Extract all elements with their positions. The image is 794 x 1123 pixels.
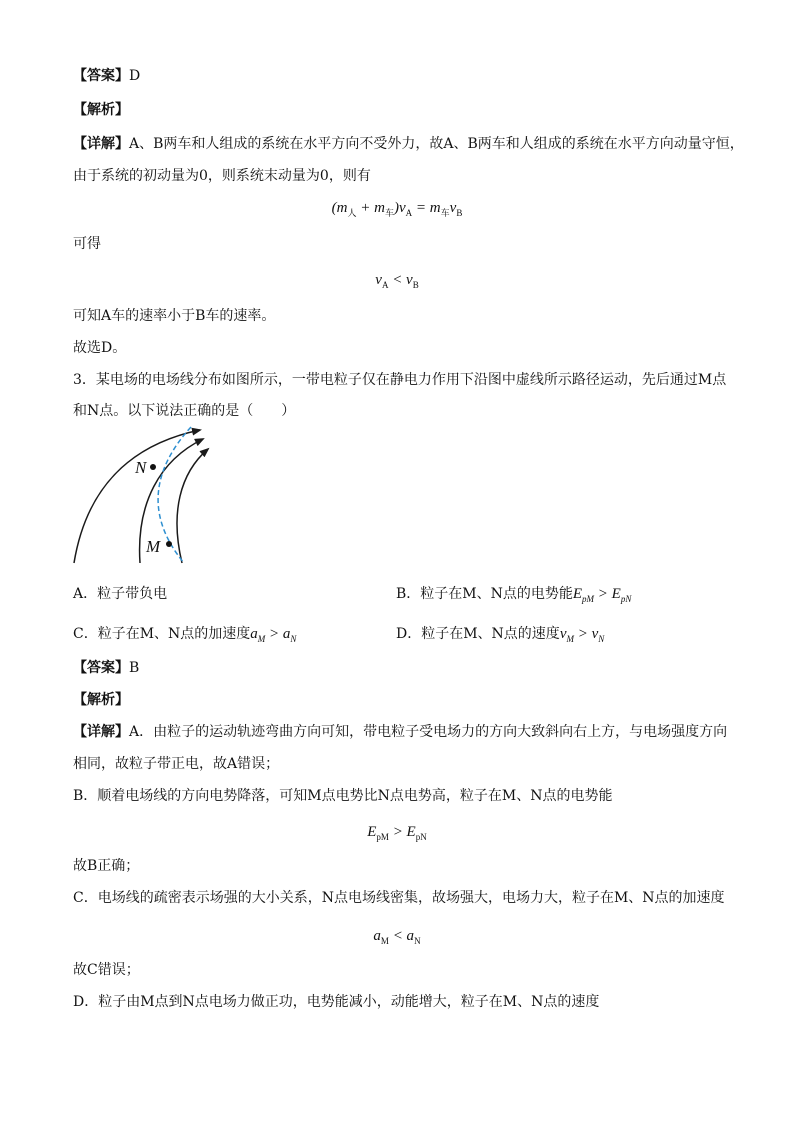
detail-3-line-a1: 【详解】A．由粒子的运动轨迹弯曲方向可知，带电粒子受电场力的方向大致斜向右上方，与电场强度方向 [73, 724, 728, 740]
detail-3-line-b1: B．顺着电场线的方向电势降落，可知M点电势比N点电势高，粒子在M、N点的电势能 [73, 788, 613, 804]
detail-1-line5: 故选D。 [73, 340, 127, 356]
equation-acceleration: $a_M < a_N$ [373, 928, 421, 946]
label-M: M [146, 537, 161, 556]
question-3-stem-line2: 和N点。以下说法正确的是（ ） [73, 403, 296, 419]
answer-3: 【答案】B [73, 660, 140, 676]
particle-path [158, 427, 191, 563]
equation-speed-compare: $v_A < v_B$ [375, 272, 419, 290]
answer-1: 【答案】D [73, 68, 141, 84]
equation-potential-energy: $E_{pM} > E_{pN}$ [367, 824, 427, 842]
analysis-3-tag: 【解析】 [73, 692, 129, 708]
detail-3-line-b2: 故B正确； [73, 858, 140, 874]
detail-3-line-d1: D．粒子由M点到N点电场力做正功，电势能减小，动能增大，粒子在M、N点的速度 [73, 994, 600, 1010]
detail-3-line-c1: C．电场线的疏密表示场强的大小关系，N点电场线密集，故场强大，电场力大，粒子在M、N点的加速度 [73, 890, 725, 906]
detail-1-line1: 【详解】A、B两车和人组成的系统在水平方向不受外力，故A、B两车和人组成的系统在水平方向动量守恒， [73, 136, 744, 152]
analysis-1-tag: 【解析】 [73, 102, 129, 118]
option-c: C．粒子在M、N点的加速度$a_M > a_N$ [73, 626, 297, 644]
field-line-right [177, 449, 208, 563]
detail-1-line3: 可得 [73, 236, 101, 252]
detail-1-line4: 可知A车的速率小于B车的速率。 [73, 308, 276, 324]
detail-3-line-c2: 故C错误； [73, 962, 140, 978]
electric-field-figure [60, 415, 240, 570]
field-line-left [74, 430, 200, 563]
option-b: B．粒子在M、N点的电势能$E_{pM} > E_{pN}$ [396, 586, 632, 604]
detail-1-line2: 由于系统的初动量为0，则系统末动量为0，则有 [73, 168, 371, 184]
detail-3-line-a2: 相同，故粒子带正电，故A错误； [73, 756, 280, 772]
option-d: D．粒子在M、N点的速度$v_M > v_N$ [396, 626, 605, 644]
option-a: A．粒子带负电 [73, 586, 168, 602]
point-N [150, 464, 156, 470]
point-M [166, 541, 172, 547]
label-N: N [135, 458, 147, 477]
equation-momentum: $(m_人 + m_车)v_A = m_车v_B$ [331, 200, 463, 218]
question-3-stem-line1: 3．某电场的电场线分布如图所示，一带电粒子仅在静电力作用下沿图中虚线所示路径运动，先后通过M点 [73, 372, 727, 388]
